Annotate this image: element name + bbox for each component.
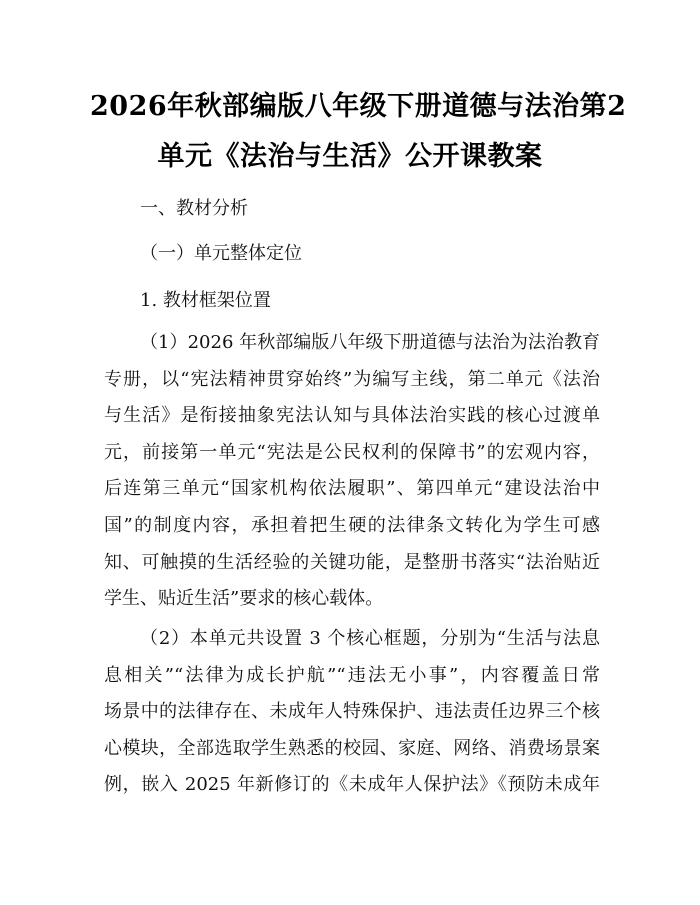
paragraph-line: 后连第三单元“国家机构依法履职”、第四单元“建设法治中 [104, 478, 600, 500]
document-title-line-2: 单元《法治与生活》公开课教案 [157, 141, 543, 172]
paragraph-line: 息相关”“法律为成长护航”“违法无小事”，内容覆盖日常 [104, 664, 600, 686]
paragraph-line: 心模块，全部选取学生熟悉的校园、家庭、网络、消费场景案 [104, 737, 600, 759]
paragraph-line: （2）本单元共设置 3 个核心框题，分别为“生活与法息 [140, 628, 600, 649]
paragraph-line: 国”的制度内容，承担着把生硬的法律条文转化为学生可感 [104, 514, 600, 536]
paragraph-line: 学生、贴近生活”要求的核心载体。 [104, 588, 384, 610]
paragraph-line: 知、可触摸的生活经验的关键功能，是整册书落实“法治贴近 [104, 551, 600, 573]
subsection-heading-unit-positioning: （一）单元整体定位 [140, 243, 302, 264]
paragraph-1 [104, 325, 600, 618]
section-heading-textbook-analysis: 一、教材分析 [140, 198, 248, 219]
paragraph-2 [104, 621, 600, 804]
paragraph-line: 元，前接第一单元“宪法是公民权利的保障书”的宏观内容， [104, 441, 600, 463]
item-heading-framework-position: 1. 教材框架位置 [140, 290, 271, 311]
document-title-line-1: 2026年秋部编版八年级下册道德与法治第2 [90, 91, 627, 122]
paragraph-line: 专册，以“宪法精神贯穿始终”为编写主线，第二单元《法治 [104, 368, 600, 390]
paragraph-line: 与生活》是衔接抽象宪法认知与具体法治实践的核心过渡单 [104, 405, 600, 427]
paragraph-line: 场景中的法律存在、未成年人特殊保护、违法责任边界三个核 [104, 701, 600, 723]
paragraph-line: （1）2026 年秋部编版八年级下册道德与法治为法治教育 [140, 332, 600, 353]
paragraph-line: 例，嵌入 2025 年新修订的《未成年人保护法》《预防未成年 [104, 774, 600, 796]
